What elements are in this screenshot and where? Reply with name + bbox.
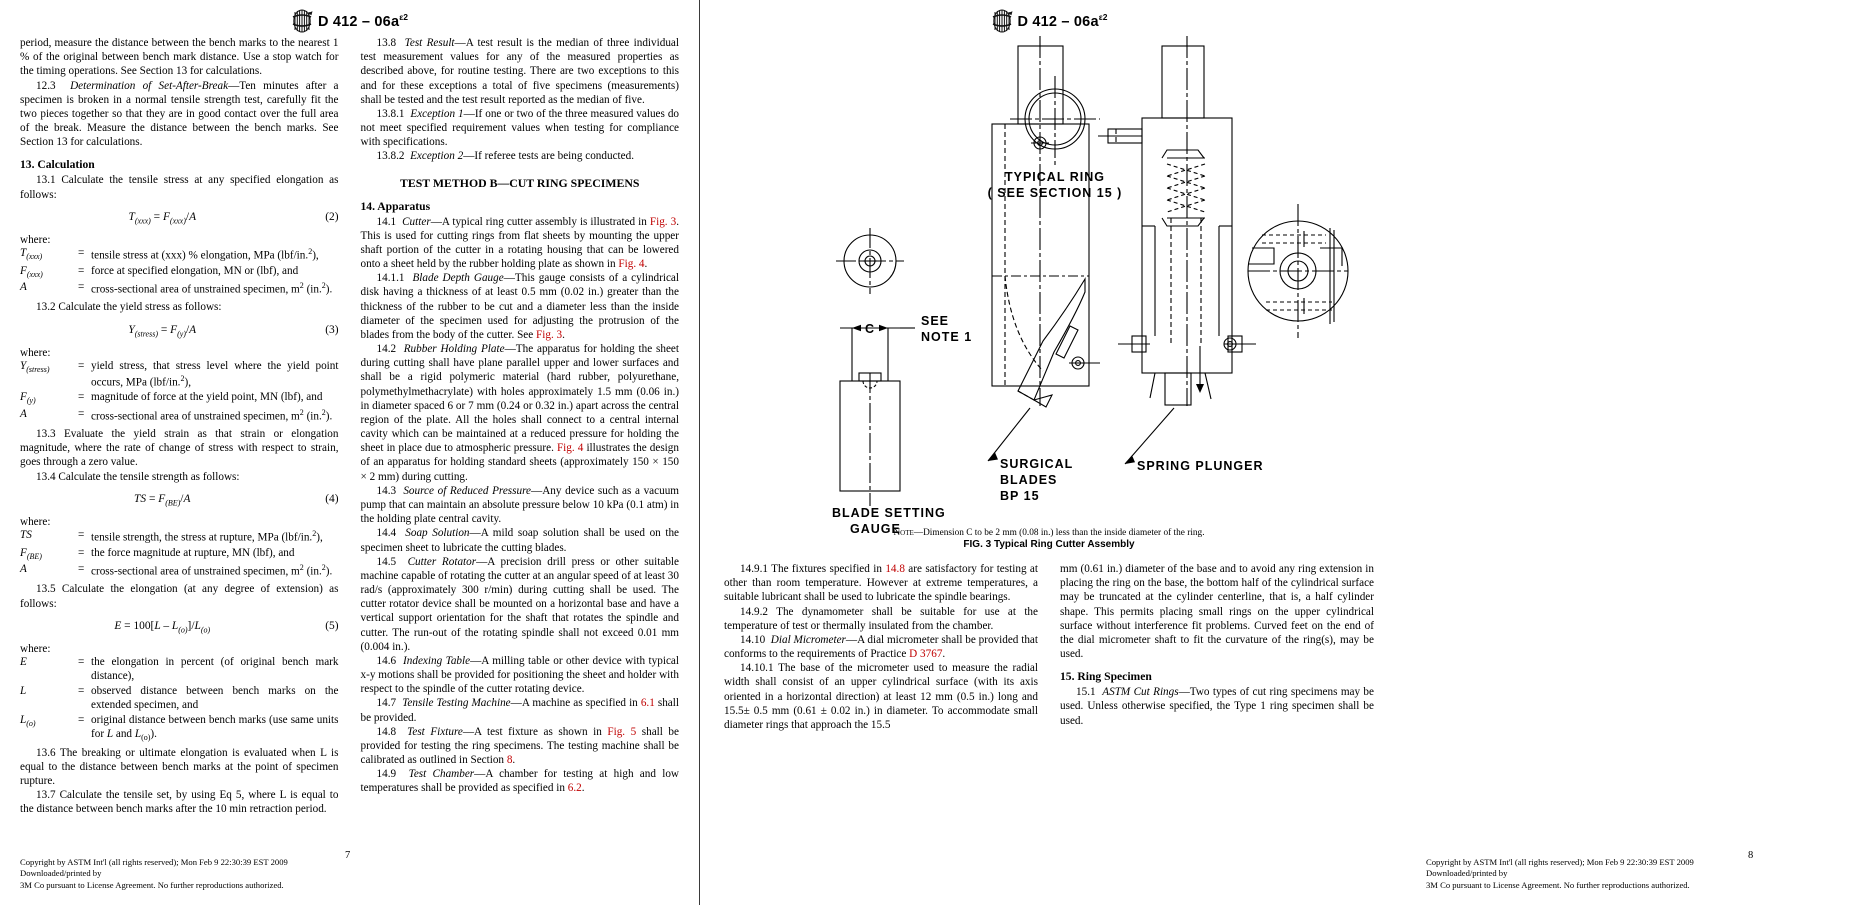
- label-typical-ring-line2: ( SEE SECTION 15 ): [987, 186, 1123, 200]
- equation-5-body: $E = 100[L - L_{(o)}]/L_{(o)}$: [114, 619, 211, 635]
- definition-row: [20, 656, 339, 685]
- para-title: Exception 2: [410, 150, 464, 163]
- para-number: 14.10: [740, 633, 766, 646]
- label-surgical-blades-line2: BLADES: [1000, 473, 1058, 487]
- para-text: —A test result is the median of three individual test measurement values for any of the measured properties as described above, for routine testing. There are two exceptions to this and for these exceptions a total of five specimens (measurements) shall be tested and the test result reported as the median of five.: [360, 37, 679, 106]
- cross-reference-link[interactable]: 6.1: [640, 697, 655, 710]
- left-page-column-1: [20, 36, 339, 817]
- paragraph-14-2: 14.2 Rubber Holding Plate—The apparatus for holding the sheet during cutting shall have plane parallel upper and lower surfaces and shall be a rigid polymeric material (hard rubber, polyurethane, polymethylmethacrylate) with holes approximately 1.5 mm (0.06 in.) in diameter spaced 6 or 7 mm (0.24 or 0.32 in.) apart across the central region of the plate. All the holes shall connect to a central internal cavity which can be maintained at a reduced pressure for holding the sheet in place due to atmospheric pressure. Fig. 4 illustrates the design of an apparatus for holding standard sheets (approximately 150 × 150 × 2 mm) during cutting.: [360, 343, 679, 483]
- para-text: —If one or two of the three measured values do not meet specified requirement values when testing for compliance with specifications.: [360, 107, 680, 149]
- para-number: 14.9: [376, 768, 397, 781]
- right-page-columns: [700, 562, 1398, 732]
- cutter-assembly-section-view: [988, 36, 1100, 461]
- page-header-left: [0, 0, 699, 36]
- where-label-2: where:: [20, 234, 51, 246]
- para-title: Indexing Table: [403, 654, 471, 667]
- definition-row: [20, 247, 339, 265]
- note-text: —Dimension C to be 2 mm (0.08 in.) less than the inside diameter of the ring.: [913, 528, 1205, 538]
- definition-text: cross-sectional area of unstrained specimen, $m^2$ (in.$^2$).: [91, 562, 333, 578]
- paragraph-14-5: 14.5 Cutter Rotator—A precision drill press or other suitable machine capable of rotating the cutter at an angular speed of at least 30 rad/s (approximately 300 r/min) during cutting shall be used. The cutter rotator device shall be mounted on a horizontal base and have a vertical support orientation for the shaft that rotates the spindle and cutter. The run-out of the rotating spindle shall not exceed 0.01 mm (0.004 in.).: [360, 555, 679, 653]
- definition-table-4: [20, 529, 339, 580]
- para-number: 15.1: [1076, 686, 1096, 699]
- para-number: 14.8: [376, 725, 397, 738]
- paragraph-13-5: 13.5 Calculate the elongation (at any degree of extension) as follows:: [20, 583, 339, 610]
- definition-row: [20, 408, 339, 426]
- definition-equals: =: [78, 391, 85, 404]
- paragraph-14-1-1: 14.1.1 Blade Depth Gauge—This gauge consists of a cylindrical disk having a thickness of at least 0.5 mm (0.02 in.) greater than the thickness of the rubber to be cut and a diameter less than the inside diameter of the specimen used for adjusting the protrusion of the blades from the body of the cutter. See Fig. 3.: [360, 272, 680, 341]
- typical-ring-view: [1010, 76, 1100, 166]
- para-title: Determination of Set-After-Break: [70, 79, 229, 92]
- paragraph-14-6: 14.6 Indexing Table—A milling table or other device with typical x-y motions shall be provided for positioning the sheet and holder with respect to the spindle of the cutter rotating device.: [360, 654, 679, 696]
- footer-line-2: Downloaded/printed by: [1426, 868, 1508, 879]
- astm-logo-icon: [991, 9, 1013, 33]
- definition-symbol: A: [20, 407, 27, 420]
- para-number: 14.1: [376, 215, 397, 228]
- label-see-note-line2: NOTE 1: [921, 330, 973, 344]
- cross-reference-link[interactable]: 14.8: [885, 563, 905, 575]
- cross-reference-link[interactable]: Fig. 4: [556, 442, 584, 455]
- para-number: 14.4: [376, 527, 397, 540]
- paragraph-14-3: 14.3 Source of Reduced Pressure—Any device such as a vacuum pump that can maintain an absolute pressure below 10 kPa (0.1 atm) in the holding plate central cavity.: [360, 484, 679, 526]
- definition-equals: =: [78, 546, 85, 559]
- definition-equals: =: [78, 562, 85, 575]
- para-number: 14.6: [376, 654, 397, 667]
- definition-text: the elongation in percent (of original bench mark distance),: [91, 656, 339, 682]
- paragraph-13-2: 13.2 Calculate the yield stress as follows:: [36, 301, 222, 314]
- equation-5-number: (5): [325, 619, 339, 632]
- definition-symbol: A: [20, 280, 27, 293]
- definition-row: [20, 391, 339, 407]
- definition-equals: =: [78, 359, 85, 372]
- label-dimension-c: C: [864, 322, 876, 336]
- definition-text: cross-sectional area of unstrained specimen, $m^2$ (in.$^2$).: [91, 280, 333, 296]
- paragraph-13-6: 13.6 The breaking or ultimate elongation is evaluated when L is equal to the distance between bench marks at the point of specimen rupture.: [20, 746, 339, 788]
- equation-3: [20, 324, 339, 338]
- para-title: Exception 1: [410, 107, 464, 120]
- definition-symbol: $L_{(o)}$: [20, 713, 36, 728]
- para-number: 13.8: [376, 37, 397, 49]
- definition-equals: =: [78, 713, 85, 726]
- definition-table-5: [20, 656, 339, 744]
- definition-text: yield stress, that stress level where the yield point occurs, MPa (lbf/in.$^2$),: [91, 359, 339, 389]
- footer-left: [20, 857, 450, 891]
- section-heading-13: 13. Calculation: [20, 158, 95, 172]
- para-title: Test Result: [404, 37, 455, 49]
- page-7: [0, 0, 700, 905]
- definition-equals: =: [78, 247, 85, 259]
- paragraph-14-10: 14.10 Dial Micrometer—A dial micrometer shall be provided that conforms to the requirements of Practice D 3767.: [724, 633, 1038, 661]
- standard-designation: D $412 - 06a^{\varepsilon 2}$: [318, 12, 408, 30]
- paragraph-13-3: 13.3 Evaluate the yield strain as that strain or elongation magnitude, where the rate of change of stress with respect to strain, goes through a zero value.: [20, 428, 339, 469]
- standard-designation: D $412 - 06a^{\varepsilon 2}$: [1017, 12, 1108, 30]
- footer-line-1: Copyright by ASTM Int'l (all rights reserved); Mon Feb 9 22:30:39 EST 2009: [20, 856, 288, 867]
- cross-reference-link[interactable]: 6.2: [567, 782, 582, 795]
- paragraph-12-2-continued: period, measure the distance between the bench marks to the nearest 1 % of the original between bench mark distance. Use a stop watch for the timing operations. See Section 13 for calculations.: [20, 37, 339, 78]
- paragraph-14-7: 14.7 Tensile Testing Machine—A machine as specified in 6.1 shall be provided.: [360, 697, 679, 724]
- cutter-end-view: [1248, 204, 1348, 338]
- equation-2-number: (2): [325, 210, 339, 223]
- para-text: —If referee tests are being conducted.: [463, 150, 635, 163]
- definition-symbol: $F_{(y)}$: [20, 391, 36, 406]
- label-typical-ring-line1: TYPICAL RING: [1005, 170, 1105, 184]
- cross-reference-link[interactable]: 8: [506, 754, 513, 767]
- para-number: 14.1.1: [376, 272, 405, 285]
- para-title: Source of Reduced Pressure: [403, 484, 532, 497]
- para-title: Test Fixture: [407, 725, 463, 738]
- footer-right: [1426, 857, 1856, 891]
- page-number-left: 7: [345, 850, 351, 861]
- cross-reference-link[interactable]: Fig. 4: [618, 258, 645, 271]
- definition-equals: =: [78, 264, 85, 277]
- where-label-4: where:: [20, 516, 51, 529]
- equation-4-number: (4): [325, 492, 339, 505]
- para-number: 14.5: [376, 555, 397, 568]
- para-number: 13.8.2: [376, 150, 405, 163]
- definition-symbol: TS: [20, 529, 32, 542]
- para-title: Cutter: [402, 215, 431, 228]
- equation-4-body: TS = $F_{(BE)}/A$: [134, 492, 191, 508]
- paragraph-13-8-2: [361, 149, 680, 163]
- para-title: ASTM Cut Rings: [1102, 686, 1179, 699]
- para-title: Tensile Testing Machine: [402, 697, 511, 710]
- paragraph-13-1: 13.1 Calculate the tensile stress at any specified elongation as follows:: [20, 174, 339, 201]
- equation-3-number: (3): [325, 323, 339, 336]
- para-number: 14.3: [376, 484, 397, 497]
- equation-4: [20, 493, 339, 507]
- section-heading-15: 15. Ring Specimen: [1060, 670, 1152, 684]
- definition-text: force at specified elongation, MN or (lbf), and: [91, 264, 299, 277]
- astm-logo-icon: [291, 9, 313, 33]
- blade-setting-gauge-view: [836, 228, 915, 506]
- definition-symbol: L: [20, 684, 27, 697]
- cross-reference-link[interactable]: D 3767: [909, 648, 943, 661]
- cross-reference-link[interactable]: Fig. 5: [607, 725, 637, 738]
- equation-2: [20, 211, 339, 225]
- right-page-column-2: [1060, 562, 1374, 732]
- footer-line-1: Copyright by ASTM Int'l (all rights reserved); Mon Feb 9 22:30:39 EST 2009: [1426, 856, 1694, 867]
- page-8: [700, 0, 1754, 905]
- label-spring-plunger: SPRING PLUNGER: [1137, 459, 1264, 473]
- footer-line-3: 3M Co pursuant to License Agreement. No further reproductions authorized.: [20, 879, 284, 890]
- paragraph-14-9-2: 14.9.2 The dynamometer shall be suitable for use at the temperature of test or thermally insulated from the chamber.: [724, 605, 1038, 632]
- label-surgical-blades-line3: BP 15: [1000, 489, 1040, 503]
- para-number: 12.3: [36, 79, 56, 92]
- definition-equals: =: [78, 529, 85, 542]
- test-method-b-heading: TEST METHOD B—CUT RING SPECIMENS: [400, 175, 640, 190]
- para-title: Rubber Holding Plate: [403, 343, 505, 356]
- definition-row: [20, 563, 339, 581]
- definition-text: the force magnitude at rupture, MN (lbf), and: [91, 546, 295, 559]
- paragraph-14-8: 14.8 Test Fixture—A test fixture as shown in Fig. 5 shall be provided for testing the ring specimens. The testing machine shall be calibrated as outlined in Section 8.: [360, 725, 679, 767]
- paragraph-14-1: 14.1 Cutter—A typical ring cutter assembly is illustrated in Fig. 3. This is used for cutting rings from flat sheets by mounting the upper shaft portion of the cutter in a rotating housing that can be lowered onto a sheet held by the rubber holding plate as shown in Fig. 4.: [360, 215, 679, 271]
- definition-row: [20, 281, 339, 299]
- paragraph-14-10-1: 14.10.1 The base of the micrometer used to measure the radial width shall consist of an upper cylindrical surface (with its axis oriented in a horizontal direction) at least 12 mm (0.5 in.) long and 15.5± 0.5 mm (0.61 ± 0.02 in.) in diameter. To accommodate small diameter rings that approach the 15.5: [724, 662, 1038, 731]
- definition-row: [20, 547, 339, 563]
- para-title: Cutter Rotator: [407, 555, 477, 568]
- definition-symbol: E: [20, 656, 27, 669]
- definition-symbol: $Y_{(stress)}$: [20, 359, 50, 375]
- left-page-column-2: [361, 36, 680, 817]
- definition-text: cross-sectional area of unstrained specimen, $m^2$ (in.$^2$).: [91, 407, 333, 423]
- paragraph-13-8: [361, 36, 680, 107]
- section-heading-14: 14. Apparatus: [360, 199, 431, 213]
- definition-symbol: $F_{(xxx)}$: [20, 264, 43, 279]
- right-page-column-1: [724, 562, 1038, 732]
- equation-3-body: $Y_{(stress)} = F_{(y)}/A$: [128, 323, 197, 338]
- definition-table-2: [20, 247, 339, 298]
- definition-text: original distance between bench marks (use same units for L and $L_{(o)}$).: [91, 713, 339, 742]
- where-label-5: where:: [20, 643, 51, 656]
- label-surgical-blades-line1: SURGICAL: [1000, 457, 1074, 471]
- label-blade-setting-gauge-line2: GAUGE: [850, 522, 901, 536]
- para-title: Blade Depth Gauge: [412, 272, 504, 285]
- definition-text: tensile strength, the stress at rupture, MPa (lbf/in.$^2$),: [91, 529, 323, 544]
- para-text: —Ten minutes after a specimen is broken in a normal tensile strength test, carefully fit the two pieces together so that they are in good contact over the full area of the break. Measure the distance between the bench marks. See Section 13 for calculations.: [20, 79, 339, 149]
- para-title: Test Chamber: [408, 768, 475, 781]
- spring-plunger-section-view: [1098, 36, 1256, 464]
- definition-equals: =: [78, 656, 85, 669]
- para-number: 13.8.1: [376, 107, 405, 120]
- cross-reference-link[interactable]: Fig. 3: [649, 215, 677, 228]
- definition-row: [20, 265, 339, 281]
- para-number: 14.7: [376, 697, 397, 710]
- paragraph-13-8-1: [361, 107, 680, 150]
- paragraph-14-9: 14.9 Test Chamber—A chamber for testing at high and low temperatures shall be provided as specified in 6.2.: [360, 768, 680, 795]
- definition-symbol: $T_{(xxx)}$: [20, 247, 43, 262]
- definition-equals: =: [78, 280, 85, 293]
- figure-3-caption: FIG. 3 Typical Ring Cutter Assembly: [963, 539, 1135, 550]
- definition-text: magnitude of force at the yield point, MN (lbf), and: [91, 391, 323, 404]
- paragraph-13-4: 13.4 Calculate the tensile strength as follows:: [36, 470, 240, 483]
- paragraph-continued-14-10-1: mm (0.61 in.) diameter of the base and to avoid any ring extension in placing the ring on the base, the bottom half of the cylindrical surface may be truncated at the cylinder centerline, that is, a half cylinder shape. This permits placing small rings on the upper cylindrical surface without interference fit problems. Curved feet on the end of the dial micrometer shaft to fit the curvature of the ring(s), may be used.: [1060, 563, 1374, 661]
- paragraph-14-9-1: 14.9.1 The fixtures specified in 14.8 are satisfactory for testing at other than room temperature. However at extreme temperatures, a suitable lubricant shall be used to lubricate the spindle bearings.: [724, 563, 1038, 604]
- definition-row: [20, 529, 339, 547]
- label-blade-setting-gauge-line1: BLADE SETTING: [832, 506, 946, 520]
- definition-equals: =: [78, 407, 85, 420]
- left-page-columns: [0, 36, 699, 817]
- equation-2-body: $T_{(xxx)} = F_{(xxx)}/A$: [128, 210, 197, 225]
- figure-3-drawing: [700, 36, 1398, 536]
- page-header-right: [700, 0, 1398, 36]
- paragraph-12-3: [20, 79, 339, 150]
- definition-symbol: A: [20, 562, 27, 575]
- equation-5: [20, 620, 339, 634]
- footer-line-3: 3M Co pursuant to License Agreement. No further reproductions authorized.: [1426, 879, 1690, 890]
- para-title: Soap Solution: [405, 527, 470, 540]
- para-number: 14.2: [376, 343, 397, 356]
- definition-row: [20, 685, 339, 714]
- definition-symbol: $F_{(BE)}$: [20, 546, 42, 561]
- paragraph-15-1: 15.1 ASTM Cut Rings—Two types of cut ring specimens may be used. Unless otherwise specified, the Type 1 ring specimen shall be used.: [1060, 686, 1374, 727]
- definition-row: [20, 360, 339, 392]
- definition-text: tensile stress at (xxx) % elongation, MPa (lbf/in.$^2$),: [91, 247, 319, 262]
- footer-line-2: Downloaded/printed by: [20, 868, 102, 879]
- para-title: Dial Micrometer: [770, 633, 846, 646]
- paragraph-14-4: 14.4 Soap Solution—A mild soap solution shall be used on the specimen sheet to lubricate the cutting blades.: [360, 527, 680, 554]
- label-see-note-line1: SEE: [921, 314, 950, 328]
- definition-row: [20, 714, 339, 744]
- definition-text: observed distance between bench marks on the extended specimen, and: [91, 684, 339, 711]
- paragraph-13-7: 13.7 Calculate the tensile set, by using Eq 5, where L is equal to the distance between bench marks after the 10 min retraction period.: [20, 789, 339, 816]
- note-label: Note: [893, 528, 914, 538]
- page-number-right: 8: [1748, 850, 1754, 861]
- cross-reference-link[interactable]: Fig. 3: [536, 328, 563, 341]
- where-label-3: where:: [20, 346, 51, 359]
- definition-table-3: [20, 360, 339, 425]
- definition-equals: =: [78, 684, 85, 697]
